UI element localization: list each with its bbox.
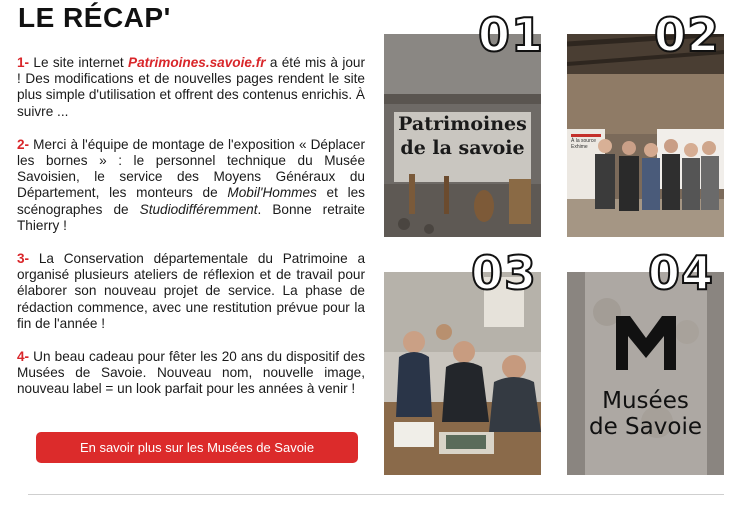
photo-03: [384, 272, 541, 475]
photo-02-sign: À la source Exhime: [571, 138, 597, 150]
recap-item-2: [17, 137, 365, 234]
photo-03-image: [384, 272, 541, 475]
photo-04: [567, 272, 724, 475]
item-number: 2-: [17, 136, 30, 152]
photo-02: [567, 34, 724, 237]
more-info-button[interactable]: En savoir plus sur les Musées de Savoie: [36, 432, 358, 463]
recap-text-column: [17, 55, 365, 415]
photo-number-03: 03: [471, 246, 538, 300]
musees-savoie-logo-icon: [606, 308, 686, 378]
logo-line: Musées: [602, 388, 689, 414]
caption-line: de la savoie: [400, 137, 525, 159]
recap-item-4: [17, 349, 365, 398]
item-text: et les scénographes de: [17, 185, 365, 217]
item-text: a été mis à jour ! Des modifications et de nouvelles pages rendent le site plus simple d'utilisation et offrent des contenus enrichis. À suivre ...: [17, 55, 365, 119]
caption-line: Patrimoines: [398, 113, 527, 135]
recap-item-3: [17, 251, 365, 332]
page-title: LE RÉCAP': [18, 2, 171, 33]
item-italic-name: Mobil'Hommes: [227, 185, 317, 201]
photo-number-01: 01: [478, 8, 545, 62]
photo-number-02: 02: [654, 8, 721, 62]
photo-01-caption: [384, 112, 541, 160]
logo-line: de Savoie: [589, 414, 702, 440]
item-number: 1-: [17, 55, 30, 70]
item-text: La Conservation départementale du Patrimoine a organisé plusieurs ateliers de réflexion et de travail pour élaborer son nouveau projet de service. La phase de rédaction commence, avec une restitution prévue pour la fin de l'année !: [17, 251, 365, 331]
photo-01: [384, 34, 541, 237]
item-number: 4-: [17, 349, 30, 365]
photo-02-image: [567, 34, 724, 237]
item-italic-name: Studiodifféremment: [139, 201, 258, 217]
website-link[interactable]: Patrimoines.savoie.fr: [128, 55, 266, 70]
photo-number-04: 04: [648, 246, 715, 300]
footer-divider: [28, 494, 724, 495]
item-text: Merci à l'équipe de montage de l'exposition « Déplacer les bornes » : le personnel technique du Musée Savoisien, le service des Moyens Généraux du Département, les monteurs de: [17, 136, 365, 201]
recap-item-1: [17, 55, 365, 120]
item-text: Le site internet: [29, 55, 129, 70]
photo-04-logo-text: [567, 388, 724, 440]
item-text: Un beau cadeau pour fêter les 20 ans du dispositif des Musées de Savoie. Nouveau nom, nouvelle image, nouveau label = un look parfait pour les années à venir !: [17, 349, 365, 397]
item-text: . Bonne retraite Thierry !: [17, 201, 365, 233]
item-number: 3-: [17, 251, 30, 267]
